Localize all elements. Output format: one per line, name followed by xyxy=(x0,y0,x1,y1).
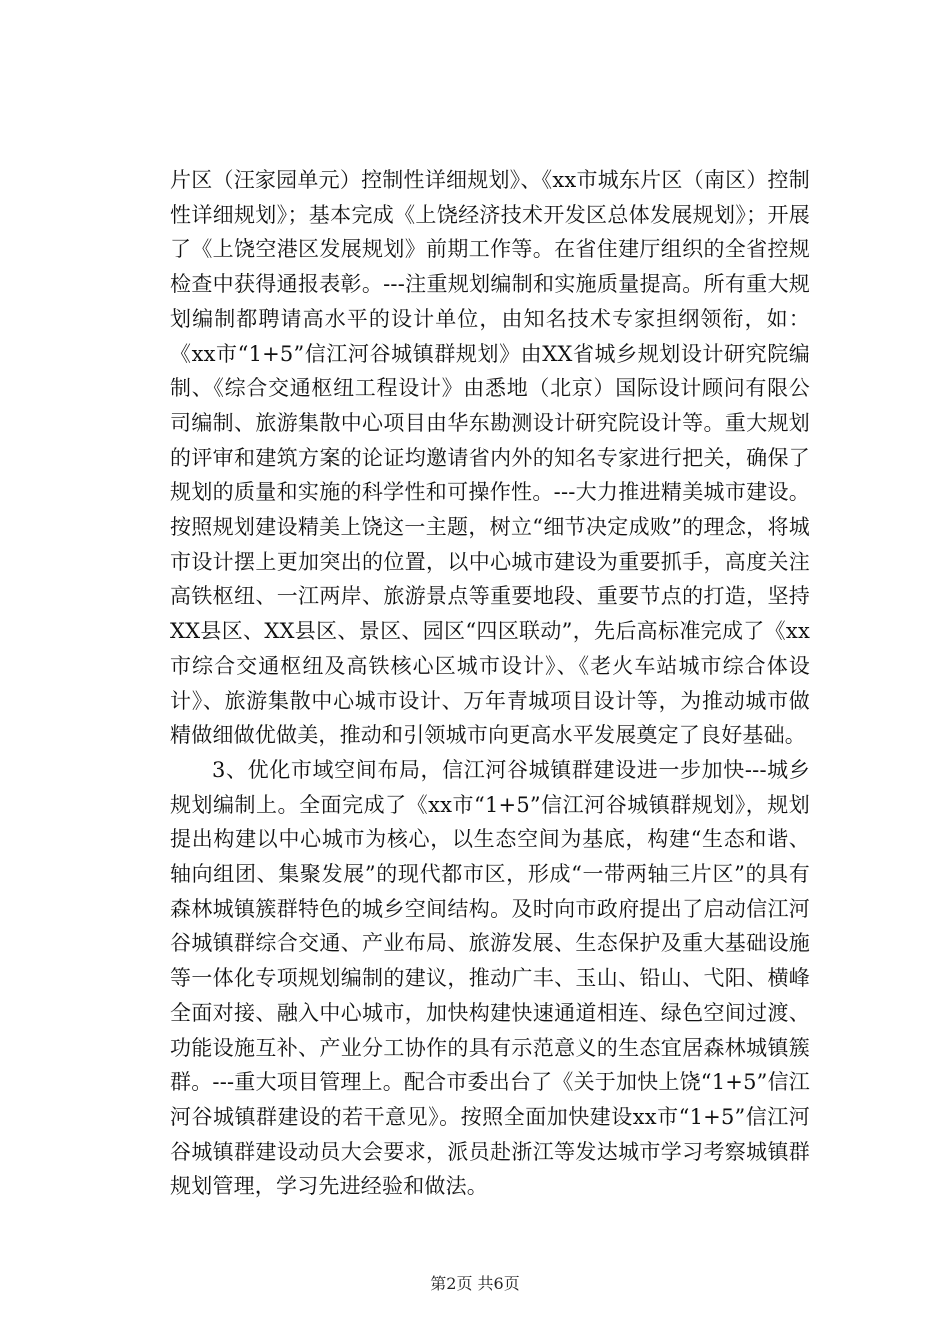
page-footer: 第2页 共6页 xyxy=(430,1274,520,1293)
paragraph-continuation: 片区（汪家园单元）控制性详细规划》、《xx市城东片区（南区）控制性详细规划》；基本完成《上饶经济技术开发区总体发展规划》；开展了《上饶空港区发展规划》前期工作等。在省住建厅组织的全省控规检查中获得通报表彰。---注重规划编制和实施质量提高。所有重大规划编制都聘请高水平的设计单位，由知名技术专家担纲领衔，如：《xx市“1+5”信江河谷城镇群规划》由XX省城乡规划设计研究院编制、《综合交通枢纽工程设计》由悉地（北京）国际设计顾问有限公司编制、旅游集散中心项目由华东勘测设计研究院设计等。重大规划的评审和建筑方案的论证均邀请省内外的知名专家进行把关，确保了规划的质量和实施的科学性和可操作性。---大力推进精美城市建设。按照规划建设精美上饶这一主题，树立“细节决定成败”的理念，将城市设计摆上更加突出的位置，以中心城市建设为重要抓手，高度关注高铁枢纽、一江两岸、旅游景点等重要地段、重要节点的打造，坚持XX县区、XX县区、景区、园区“四区联动”，先后高标准完成了《xx市综合交通枢纽及高铁核心区城市设计》、《老火车站城市综合体设计》、旅游集散中心城市设计、万年青城项目设计等，为推动城市做精做细做优做美，推动和引领城市向更高水平发展奠定了良好基础。 xyxy=(170,168,810,748)
paragraph-section-3: 3、优化市域空间布局，信江河谷城镇群建设进一步加快---城乡规划编制上。全面完成了《xx市“1+5”信江河谷城镇群规划》，规划提出构建以中心城市为核心，以生态空间为基底，构建“生态和谐、轴向组团、集聚发展”的现代都市区，形成“一带两轴三片区”的具有森林城镇簇群特色的城乡空间结构。及时向市政府提出了启动信江河谷城镇群综合交通、产业布局、旅游发展、生态保护及重大基础设施等一体化专项规划编制的建议，推动广丰、玉山、铅山、弋阳、横峰全面对接、融入中心城市，加快构建快速通道相连、绿色空间过渡、功能设施互补、产业分工协作的具有示范意义的生态宜居森林城镇簇群。---重大项目管理上。配合市委出台了《关于加快上饶“1+5”信江河谷城镇群建设的若干意见》。按照全面加快建设xx市“1+5”信江河谷城镇群建设动员大会要求，派员赴浙江等发达城市学习考察城镇群规划管理，学习先进经验和做法。 xyxy=(170,757,810,1199)
document-body xyxy=(170,163,810,1204)
